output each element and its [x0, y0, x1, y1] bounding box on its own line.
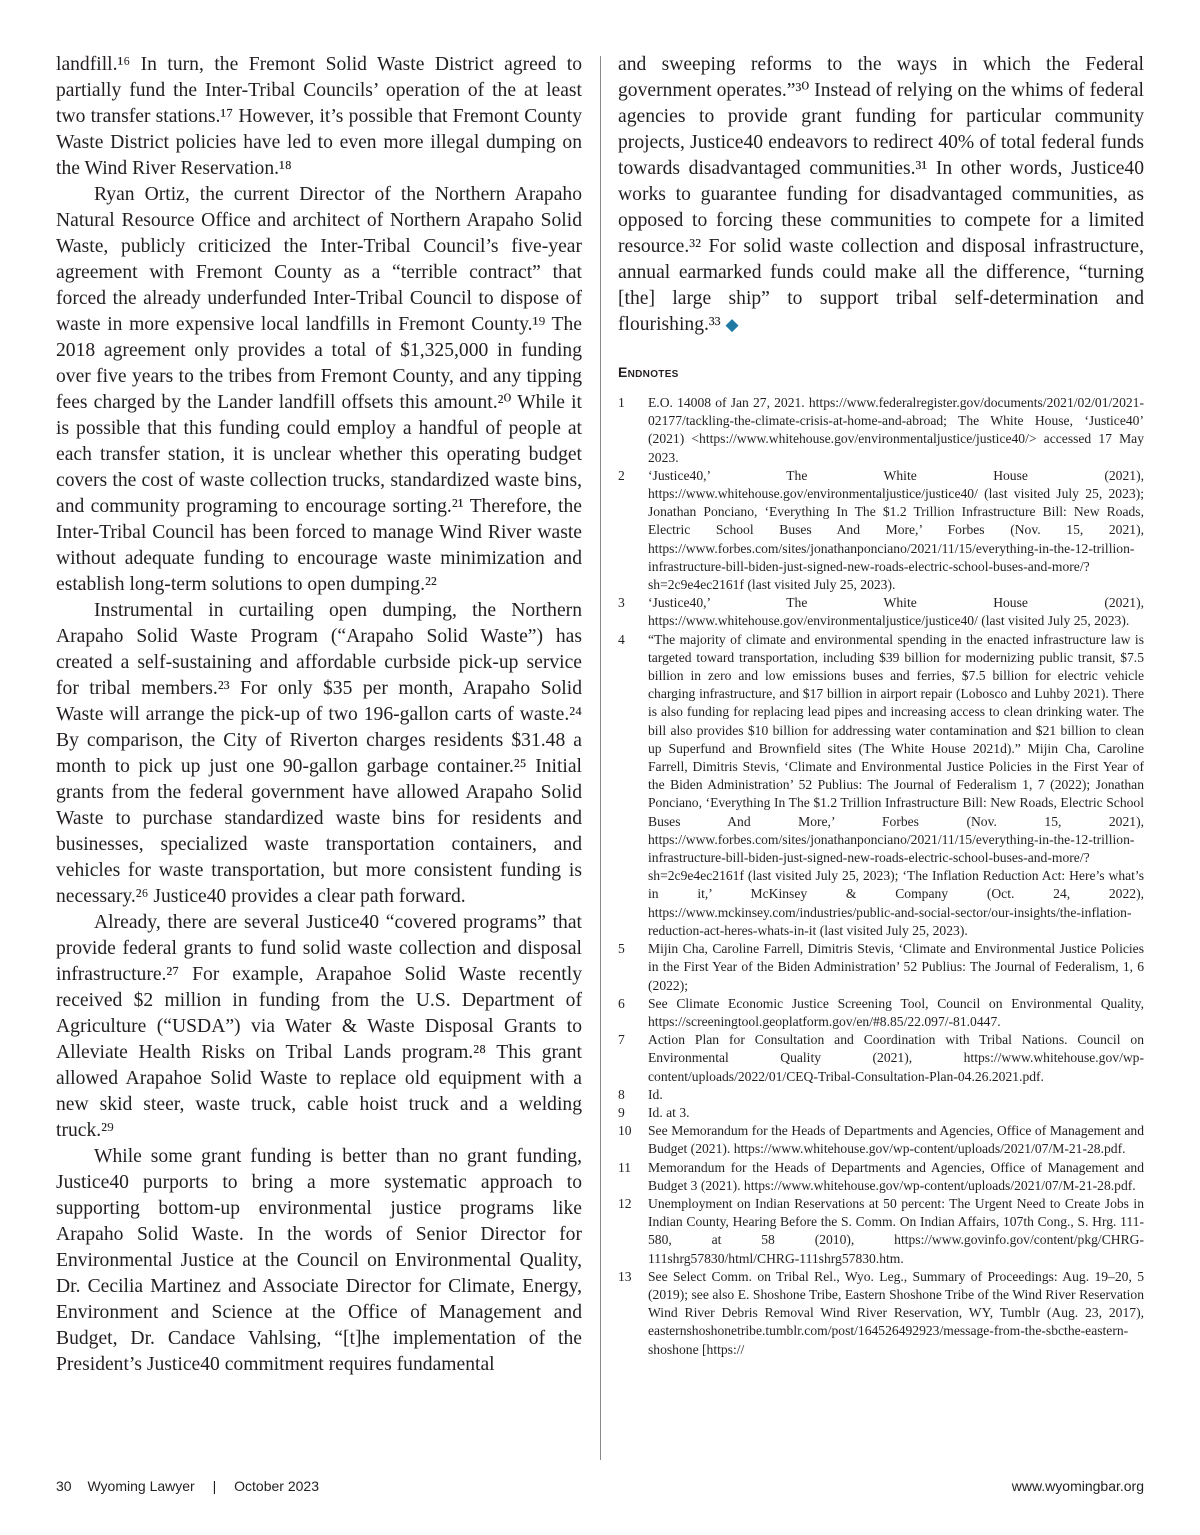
endnote-item [618, 394, 1144, 467]
endnote-number: 10 [618, 1123, 632, 1139]
right-column [618, 52, 1144, 1359]
endnote-text: Unemployment on Indian Reservations at 50 percent: The Urgent Need to Create Jobs in Indian County, Hearing Before the S. Comm. On Indian Affairs, 107th Cong., S. Hrg. 111-580, at 58 (2010), https://www.govinfo.gov/content/pkg/CHRG-111shrg57830/html/CHRG-111shrg57830.htm. [648, 1195, 1144, 1266]
endnote-item [618, 1122, 1144, 1158]
endnotes-heading: Endnotes [618, 364, 679, 380]
endnote-text: Action Plan for Consultation and Coordination with Tribal Nations. Council on Environmental Quality (2021), https://www.whitehouse.gov/wp-content/uploads/2022/01/CEQ-Tribal-Consultation-Plan-04.26.2021.pdf. [648, 1032, 1144, 1084]
endnote-number: 9 [618, 1104, 625, 1120]
endnote-number: 8 [618, 1086, 625, 1102]
body-paragraph: Ryan Ortiz, the current Director of the Northern Arapaho Natural Resource Office and architect of Northern Arapaho Solid Waste, publicly criticized the Inter-Tribal Council’s five-year agreement with Fremont County as a “terrible contract” that forced the already underfunded Inter-Tribal Council to dispose of waste in more expensive local landfills in Fremont County.¹⁹ The 2018 agreement only provides a total of $1,325,000 in funding over five years to the tribes from Fremont County, and any tipping fees charged by the Lander landfill offsets this amount.²⁰ While it is possible that this funding could employ a handful of people at each transfer station, it is unclear whether this operating budget covers the cost of waste collection trucks, standardized waste bins, and community programing to encourage sorting.²¹ Therefore, the Inter-Tribal Council has been forced to manage Wind River waste without adequate funding to encourage waste minimization and establish long-term solutions to open dumping.²² [56, 184, 582, 595]
left-column [56, 52, 582, 1378]
page-footer [56, 1478, 1144, 1498]
end-mark-icon: ◆ [725, 315, 739, 334]
endnote-text: Id. [648, 1086, 663, 1102]
endnote-item [618, 1104, 1144, 1122]
endnotes-list [618, 394, 1144, 1359]
endnote-number: 4 [618, 631, 625, 647]
endnote-number: 13 [618, 1268, 632, 1284]
endnote-number: 12 [618, 1195, 632, 1211]
body-paragraph: While some grant funding is better than no grant funding, Justice40 purports to bring a more systematic approach to supporting bottom-up environmental justice programs like Arapaho Solid Waste. In the words of Senior Director for Environmental Justice at the Council on Environmental Quality, Dr. Cecilia Martinez and Associate Director for Climate, Energy, Environment and Science at the Office of Management and Budget, Dr. Candace Vahlsing, “[t]he implementation of the President’s Justice40 commitment requires fundamental [56, 1146, 582, 1375]
footer-left [56, 1478, 319, 1494]
paragraph-text: and sweeping reforms to the ways in which the Federal government operates.”³⁰ Instead of relying on the whims of federal agencies to provide grant funding for particular community projects, Justice40 endeavors to redirect 40% of total federal funds towards disadvantaged communities.³¹ In other words, Justice40 works to guarantee funding for disadvantaged communities, as opposed to forcing these communities to compete for a limited resource.³² For solid waste collection and disposal infrastructure, annual earmarked funds could make all the difference, “turning [the] large ship” to support tribal self-determination and flourishing.³³ [618, 54, 1144, 335]
endnote-item [618, 594, 1144, 630]
endnote-item [618, 631, 1144, 940]
endnote-text: Id. at 3. [648, 1104, 690, 1120]
endnote-item [618, 995, 1144, 1031]
endnote-item [618, 1195, 1144, 1268]
publication-name: Wyoming Lawyer [87, 1478, 195, 1494]
endnote-number: 2 [618, 467, 625, 483]
endnote-text: E.O. 14008 of Jan 27, 2021. https://www.federalregister.gov/documents/2021/02/01/2021-02177/tackling-the-climate-crisis-at-home-and-abroad; The White House, ‘Justice40’ (2021) <https://www.whitehouse.gov/environmentaljustice/justice40/> accessed 17 May 2023. [648, 395, 1144, 465]
endnote-item [618, 1031, 1144, 1086]
endnote-number: 7 [618, 1032, 625, 1048]
endnote-text: Memorandum for the Heads of Departments and Agencies, Office of Management and Budget 3 (2021). https://www.whitehouse.gov/wp-content/uploads/2021/07/M-21-28.pdf. [648, 1159, 1144, 1193]
endnote-text: Mijin Cha, Caroline Farrell, Dimitris Stevis, ‘Climate and Environmental Justice Policies in the First Year of the Biden Administration’ 52 Publius: The Journal of Federalism, 1, 6 (2022); [648, 941, 1144, 993]
endnote-item [618, 940, 1144, 995]
body-paragraph: landfill.¹⁶ In turn, the Fremont Solid Waste District agreed to partially fund the Inter-Tribal Councils’ operation of the at least two transfer stations.¹⁷ However, it’s possible that Fremont County Waste District policies have led to even more illegal dumping on the Wind River Reservation.¹⁸ [56, 54, 582, 179]
endnote-item [618, 1086, 1144, 1104]
endnote-text: ‘Justice40,’ The White House (2021), https://www.whitehouse.gov/environmentaljustice/justice40/ (last visited July 25, 2023). [648, 595, 1144, 629]
endnote-item [618, 1268, 1144, 1359]
endnote-number: 3 [618, 595, 625, 611]
endnote-item [618, 467, 1144, 594]
endnote-text: “The majority of climate and environmental spending in the enacted infrastructure law is targeted toward transportation, including $39 billion for modernizing public transit, $7.5 billion in zero and low emissions buses and ferries, $7.5 billion for electric vehicle charging infrastructure, and $17 billion in airport repair (Lobosco and Luhby 2021). There is also funding for replacing lead pipes and increasing access to clean drinking water. The bill also provides $10 billion for addressing water contamination and $21 billion to clean up Superfund and Brownfield sites (The White House 2021d).” Mijin Cha, Caroline Farrell, Dimitris Stevis, ‘Climate and Environmental Justice Policies in the First Year of the Biden Administration’ 52 Publius: The Journal of Federalism 1, 7 (2022); Jonathan Ponciano, ‘Everything In The $1.2 Trillion Infrastructure Bill: New Roads, Electric School Buses And More,’ Forbes (Nov. 15, 2021), https://www.forbes.com/sites/jonathanponciano/2021/11/15/everything-in-the-12-trillion-infrastructure-bill-biden-just-signed-new-roads-electric-school-buses-and-more/?sh=2c9e4ec2161f (last visited July 25, 2023); ‘The Inflation Reduction Act: Here’s what’s in it,’ McKinsey & Company (Oct. 24, 2022), https://www.mckinsey.com/industries/public-and-social-sector/our-insights/the-inflation-reduction-act-heres-whats-in-it (last visited July 25, 2023). [648, 631, 1144, 938]
endnote-text: See Climate Economic Justice Screening Tool, Council on Environmental Quality, https://screeningtool.geoplatform.gov/en/#8.85/22.097/-81.0447. [648, 995, 1144, 1029]
endnote-text: See Memorandum for the Heads of Departments and Agencies, Office of Management and Budget (2021). https://www.whitehouse.gov/wp-content/uploads/2021/07/M-21-28.pdf. [648, 1123, 1144, 1157]
endnote-number: 6 [618, 995, 625, 1011]
endnote-text: See Select Comm. on Tribal Rel., Wyo. Leg., Summary of Proceedings: Aug. 19–20, 5 (2019); see also E. Shoshone Tribe, Eastern Shoshone Tribe of the Wind River Reservation Wind River Debris Removal Wind River Reservation, WY, Tumblr (Aug. 23, 2017), easternshoshonetribe.tumblr.com/post/164526492923/message-from-the-sbcthe-eastern-shoshone [https:// [648, 1268, 1144, 1357]
column-divider [600, 56, 601, 1460]
endnote-text: ‘Justice40,’ The White House (2021), https://www.whitehouse.gov/environmentaljustice/justice40/ (last visited July 25, 2023); Jonathan Ponciano, ‘Everything In The $1.2 Trillion Infrastructure Bill: New Roads, Electric School Buses And More,’ Forbes (Nov. 15, 2021), https://www.forbes.com/sites/jonathanponciano/2021/11/15/everything-in-the-12-trillion-infrastructure-bill-biden-just-signed-new-roads-electric-school-buses-and-more/?sh=2c9e4ec2161f (last visited July 25, 2023). [648, 467, 1144, 593]
endnote-number: 5 [618, 941, 625, 957]
endnote-number: 1 [618, 395, 625, 410]
footer-separator: | [212, 1478, 217, 1494]
website-link[interactable]: www.wyomingbar.org [1011, 1478, 1144, 1494]
endnote-item [618, 1159, 1144, 1195]
issue-date: October 2023 [234, 1478, 319, 1494]
body-paragraph [618, 52, 1144, 338]
page-number: 30 [56, 1478, 72, 1494]
body-paragraph: Already, there are several Justice40 “covered programs” that provide federal grants to fund solid waste collection and disposal infrastructure.²⁷ For example, Arapahoe Solid Waste recently received $2 million in funding from the U.S. Department of Agriculture (“USDA”) via Water & Waste Disposal Grants to Alleviate Health Risks on Tribal Lands program.²⁸ This grant allowed Arapahoe Solid Waste to replace old equipment with a new skid steer, waste truck, cable hoist truck and a welding truck.²⁹ [56, 912, 582, 1141]
body-paragraph: Instrumental in curtailing open dumping, the Northern Arapaho Solid Waste Program (“Arapaho Solid Waste”) has created a self-sustaining and affordable curbside pick-up service for tribal members.²³ For only $35 per month, Arapaho Solid Waste will arrange the pick-up of two 196-gallon carts of waste.²⁴ By comparison, the City of Riverton charges residents $31.48 a month to pick up just one 90-gallon garbage container.²⁵ Initial grants from the federal government have allowed Arapaho Solid Waste to purchase standardized waste bins for residents and businesses, specialized waste transportation containers, and vehicles for waste transportation, but more consistent funding is necessary.²⁶ Justice40 provides a clear path forward. [56, 600, 582, 907]
endnote-number: 11 [618, 1159, 632, 1175]
